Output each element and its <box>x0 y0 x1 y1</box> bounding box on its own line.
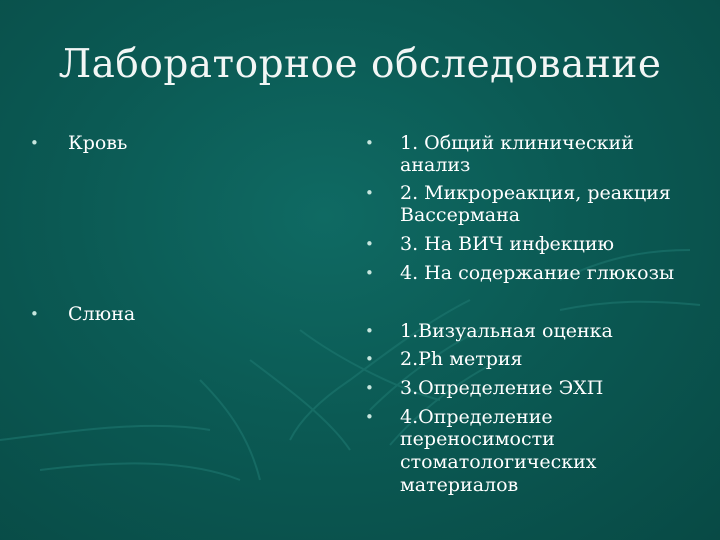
list-item-label: 1. Общий клинический <box>400 132 634 154</box>
list-item-label-cont: переносимости <box>400 428 555 450</box>
list-item-label: 1.Визуальная оценка <box>400 320 613 342</box>
bullet-icon: • <box>365 379 374 397</box>
list-item-label-cont: анализ <box>400 154 471 176</box>
bullet-icon: • <box>365 235 374 253</box>
bullet-icon: • <box>30 134 39 152</box>
bullet-icon: • <box>365 264 374 282</box>
list-item-label: 4.Определение <box>400 406 553 428</box>
list-item-label: Слюна <box>68 303 136 325</box>
bullet-icon: • <box>365 134 374 152</box>
bullet-icon: • <box>365 350 374 368</box>
list-item-label: 2. Микрореакция, реакция <box>400 182 671 204</box>
bullet-icon: • <box>365 184 374 202</box>
list-item-label: 3.Определение ЭХП <box>400 377 604 399</box>
bullet-icon: • <box>30 305 39 323</box>
list-item-label-cont: Вассермана <box>400 204 521 226</box>
list-item-label: Кровь <box>68 132 128 154</box>
bullet-icon: • <box>365 322 374 340</box>
bullet-icon: • <box>365 408 374 426</box>
list-item-label: 2.Ph метрия <box>400 348 523 370</box>
slide-title: Лабораторное обследование <box>58 42 662 87</box>
list-item-label-cont: стоматологических <box>400 451 597 473</box>
list-item-label-cont: материалов <box>400 474 519 496</box>
list-item-label: 3. На ВИЧ инфекцию <box>400 233 615 255</box>
list-item-label: 4. На содержание глюкозы <box>400 262 675 284</box>
